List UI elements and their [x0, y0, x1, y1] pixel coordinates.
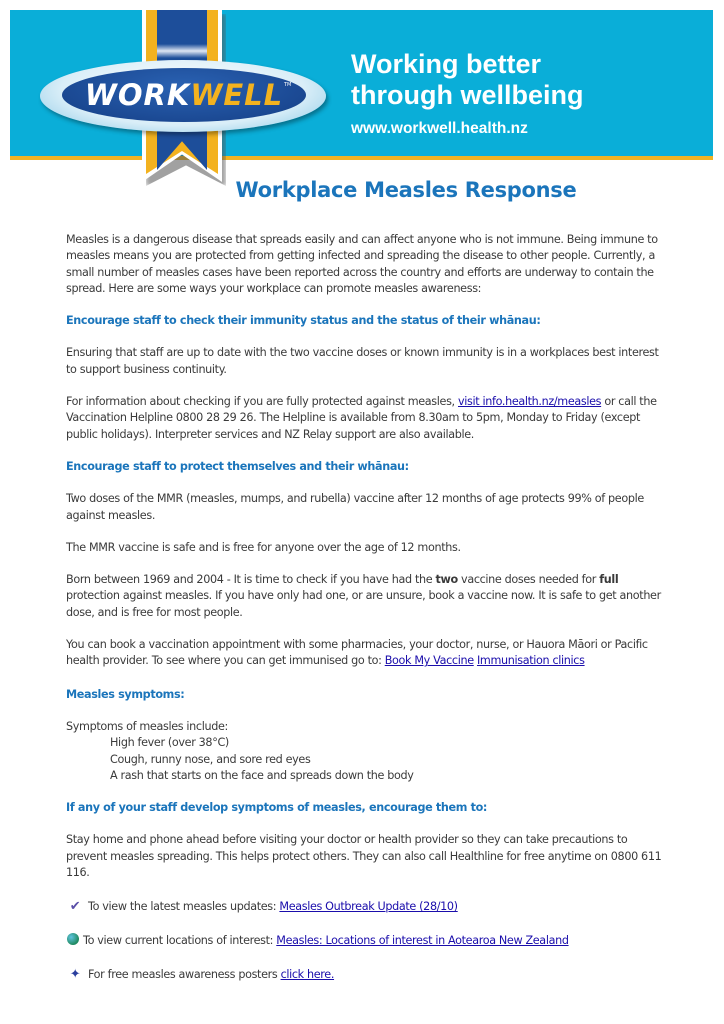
logo-trademark: TM	[284, 82, 292, 88]
magic-wand-icon: ✦	[69, 966, 81, 982]
born-text-a: Born between 1969 and 2004 - It is time to check if you have had the	[66, 573, 436, 587]
section-heading-symptoms: Measles symptoms:	[66, 687, 185, 701]
banner-website: www.workwell.health.nz	[351, 120, 528, 137]
born-text-c: protection against measles. If you have only had one, or are unsure, book a vaccine now. It is safe to get another dose, and is free for most people.	[66, 589, 661, 619]
globe-icon	[66, 933, 80, 950]
intro-paragraph: Measles is a dangerous disease that spreads easily and can affect anyone who is not immune. Being immune to measles means you are protected from getting infected and spreading the disease to other people. Currently, a small number of measles cases have been reported across the country and efforts are underway to contain the spread. Here are some ways your workplace can promote measles awareness:	[66, 233, 658, 295]
info-paragraph	[66, 394, 666, 443]
immunity-paragraph: Ensuring that staff are up to date with the two vaccine doses or known immunity is in a workplaces best interest to support business continuity.	[66, 346, 659, 376]
info-text-after: or call the Vaccination Helpline 0800 28 29 26. The Helpline is available from 8.30am to 5pm, Monday to Friday (except public holidays). Interpreter services and NZ Relay support are also available.	[66, 395, 657, 441]
symptoms-intro: Symptoms of measles include:	[66, 719, 228, 733]
info-text-before: For information about checking if you are fully protected against measles,	[66, 395, 458, 409]
resource-row-posters	[66, 967, 666, 983]
checkmark-icon: ✔	[69, 899, 81, 915]
resource-text: To view current locations of interest:	[83, 934, 277, 948]
section-heading-protect: Encourage staff to protect themselves and their whānau:	[66, 459, 409, 473]
banner-stripe	[10, 156, 713, 160]
logo-ribbon-gloss	[157, 44, 207, 58]
resource-row-updates	[66, 899, 666, 915]
resource-text: For free measles awareness posters	[88, 967, 281, 981]
tagline-line-1: Working better	[351, 49, 542, 79]
book-text: You can book a vaccination appointment with some pharmacies, your doctor, nurse, or Hauora Māori or Pacific health provider. To see where you can get immunised go to:	[66, 638, 648, 668]
posters-click-here-link[interactable]: click here.	[280, 967, 335, 981]
symptom-item: Cough, runny nose, and sore red eyes	[110, 752, 311, 766]
info-health-link[interactable]: visit info.health.nz/measles	[457, 395, 602, 409]
logo-well-text: WELL	[190, 78, 284, 112]
resource-text: To view the latest measles updates:	[88, 900, 280, 914]
tagline-line-2: through wellbeing	[351, 80, 584, 110]
measles-outbreak-update-link[interactable]: Measles Outbreak Update (28/10)	[279, 900, 458, 914]
locations-of-interest-link[interactable]: Measles: Locations of interest in Aotearoa New Zealand	[276, 934, 569, 948]
mmr-safe-paragraph: The MMR vaccine is safe and is free for anyone over the age of 12 months.	[66, 540, 461, 554]
section-heading-if-symptoms: If any of your staff develop symptoms of measles, encourage them to:	[66, 801, 488, 815]
document-body	[66, 232, 666, 1000]
symptoms-block	[66, 719, 666, 784]
section-heading-immunity-status: Encourage staff to check their immunity status and the status of their whānau:	[66, 314, 541, 328]
born-between-paragraph	[66, 572, 666, 621]
born-text-bold-two: two	[435, 573, 458, 587]
mmr-paragraph: Two doses of the MMR (measles, mumps, and rubella) vaccine after 12 months of age protects 99% of people against measles.	[66, 492, 644, 522]
symptom-item: High fever (over 38°C)	[110, 736, 229, 750]
stay-home-paragraph: Stay home and phone ahead before visiting your doctor or health provider so they can take precautions to prevent measles spreading. This helps protect others. They can also call Healthline for free anytime on 0800 611 116.	[66, 833, 662, 880]
symptom-item: A rash that starts on the face and spreads down the body	[110, 768, 414, 782]
workwell-logo	[62, 68, 306, 122]
logo-work-text: WORK	[84, 78, 191, 112]
born-text-b: vaccine doses needed for	[457, 573, 600, 587]
immunisation-clinics-link[interactable]: Immunisation clinics	[476, 654, 585, 668]
page-title: Workplace Measles Response	[235, 178, 577, 202]
banner-tagline	[351, 49, 583, 111]
born-text-bold-full: full	[599, 573, 619, 587]
resource-row-locations	[66, 933, 666, 950]
book-my-vaccine-link[interactable]: Book My Vaccine	[384, 654, 474, 668]
book-paragraph	[66, 637, 666, 670]
